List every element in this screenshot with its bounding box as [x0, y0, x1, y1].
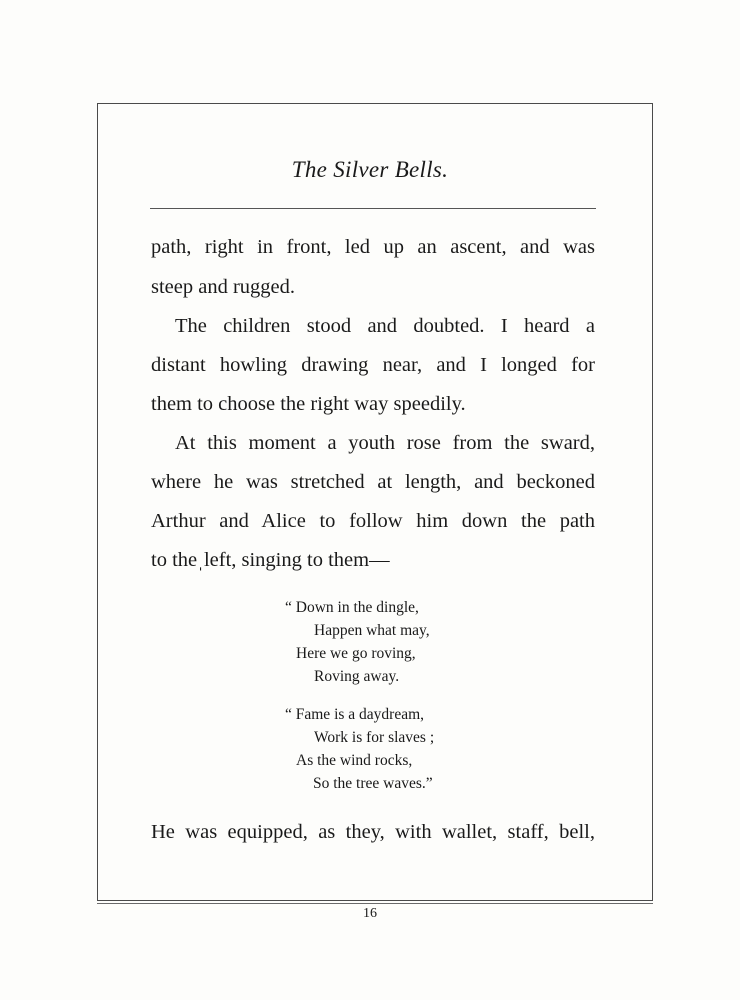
text-line: them to choose the right way speedily.	[151, 393, 466, 415]
frame-bottom-rule	[97, 903, 653, 904]
verse-line: As the wind rocks,	[296, 752, 413, 769]
text-line: distant howling drawing near, and I longed for	[151, 354, 595, 376]
text-line: steep and rugged.	[151, 276, 296, 298]
text-line: Arthur and Alice to follow him down the path	[151, 510, 595, 532]
text-line: to theˌleft, singing to them—	[151, 549, 390, 571]
text-line: where he was stretched at length, and beckoned	[151, 471, 595, 493]
verse-line: Here we go roving,	[296, 645, 416, 662]
verse-line: “ Down in the dingle,	[285, 599, 419, 616]
text-line: The children stood and doubted. I heard a	[175, 315, 595, 337]
header-rule	[150, 208, 596, 209]
verse-line: “ Fame is a daydream,	[285, 706, 425, 723]
text-line: He was equipped, as they, with wallet, staff, bell,	[151, 821, 595, 843]
verse-line: Work is for slaves ;	[314, 729, 435, 746]
text-line: At this moment a youth rose from the sward,	[175, 432, 595, 454]
running-head: The Silver Bells.	[291, 157, 449, 182]
verse-line: So the tree waves.”	[313, 775, 433, 792]
text-line: path, right in front, led up an ascent, and was	[151, 236, 595, 258]
verse-line: Roving away.	[314, 668, 400, 685]
verse-line: Happen what may,	[314, 622, 430, 639]
page-number: 16	[363, 906, 377, 921]
